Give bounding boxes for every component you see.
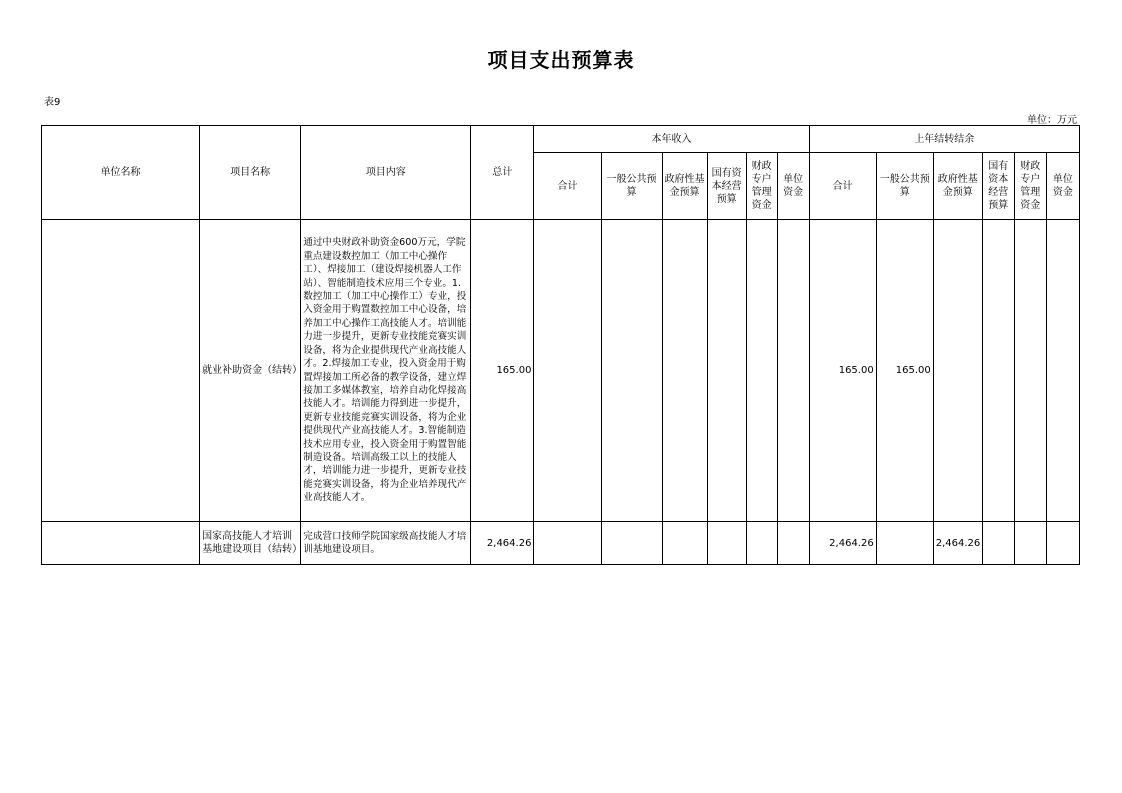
total-cell: 165.00 [471, 220, 534, 522]
prev-state-capital-cell [982, 522, 1014, 565]
unit-name-cell [42, 220, 200, 522]
cur-subtotal-cell [534, 220, 601, 522]
header-cur-special-account: 财政专户管理资金 [746, 153, 777, 220]
cur-gov-fund-cell [662, 220, 707, 522]
unit-label: 单位：万元 [1027, 115, 1077, 126]
header-prev-gov-fund: 政府性基金预算 [933, 153, 982, 220]
header-cur-state-capital: 国有资本经营预算 [707, 153, 746, 220]
cur-general-budget-cell [601, 522, 662, 565]
header-prev-special-account: 财政专户管理资金 [1014, 153, 1046, 220]
header-cur-unit-funds: 单位资金 [777, 153, 809, 220]
header-prev-general-budget: 一般公共预算 [876, 153, 933, 220]
project-content-cell: 通过中央财政补助资金600万元，学院重点建设数控加工（加工中心操作工）、焊接加工（建设焊接机器人工作站）、智能制造技术应用三个专业。1.数控加工（加工中心操作工）专业，投入资金用于购置数控加工中心设备，培养加工中心操作工高技能人才。培训能力进一步提升，更新专业技能竞赛实训设备，将为企业提供现代产业高技能人才。2.焊接加工专业，投入资金用于购置焊接加工所必备的教学设备，建立焊接加工多媒体教室，培养自动化焊接高技能人才。培训能力得到进一步提升，更新专业技能竞赛实训设备，将为企业提供现代产业高技能人才。3.智能制造技术应用专业，投入资金用于购置智能制造设备。培训高级工以上的技能人才，培训能力进一步提升，更新专业技能竞赛实训设备，将为企业培养现代产业高技能人才。 [301, 220, 471, 522]
header-prev-state-capital: 国有资本经营预算 [982, 153, 1014, 220]
header-cur-gov-fund: 政府性基金预算 [662, 153, 707, 220]
budget-table [41, 125, 1080, 565]
cur-gov-fund-cell [662, 522, 707, 565]
cur-subtotal-cell [534, 522, 601, 565]
header-prior-carryover: 上年结转结余 [809, 126, 1079, 153]
prev-general-budget-cell: 165.00 [876, 220, 933, 522]
cur-special-account-cell [746, 522, 777, 565]
header-cur-subtotal: 合计 [534, 153, 601, 220]
prev-general-budget-cell [876, 522, 933, 565]
prev-unit-funds-cell [1046, 220, 1079, 522]
prev-gov-fund-cell [933, 220, 982, 522]
header-prev-unit-funds: 单位资金 [1046, 153, 1079, 220]
cur-unit-funds-cell [777, 522, 809, 565]
prev-unit-funds-cell [1046, 522, 1079, 565]
prev-subtotal-cell: 2,464.26 [809, 522, 876, 565]
total-cell: 2,464.26 [471, 522, 534, 565]
page-title: 项目支出预算表 [487, 48, 635, 72]
header-prev-subtotal: 合计 [809, 153, 876, 220]
header-total: 总计 [471, 126, 534, 220]
unit-name-cell [42, 522, 200, 565]
cur-state-capital-cell [707, 220, 746, 522]
table-row [42, 220, 1080, 522]
prev-special-account-cell [1014, 522, 1046, 565]
prev-gov-fund-cell: 2,464.26 [933, 522, 982, 565]
prev-state-capital-cell [982, 220, 1014, 522]
project-name-cell: 就业补助资金（结转） [200, 220, 301, 522]
table-number: 表9 [44, 97, 61, 108]
cur-state-capital-cell [707, 522, 746, 565]
cur-unit-funds-cell [777, 220, 809, 522]
header-row-1 [42, 126, 1080, 153]
header-project-content: 项目内容 [301, 126, 471, 220]
header-project-name: 项目名称 [200, 126, 301, 220]
table-row [42, 522, 1080, 565]
header-cur-general-budget: 一般公共预算 [601, 153, 662, 220]
header-current-income: 本年收入 [534, 126, 809, 153]
prev-subtotal-cell: 165.00 [809, 220, 876, 522]
cur-special-account-cell [746, 220, 777, 522]
header-unit-name: 单位名称 [42, 126, 200, 220]
project-name-cell: 国家高技能人才培训基地建设项目（结转） [200, 522, 301, 565]
cur-general-budget-cell [601, 220, 662, 522]
prev-special-account-cell [1014, 220, 1046, 522]
project-content-cell: 完成营口技师学院国家级高技能人才培训基地建设项目。 [301, 522, 471, 565]
